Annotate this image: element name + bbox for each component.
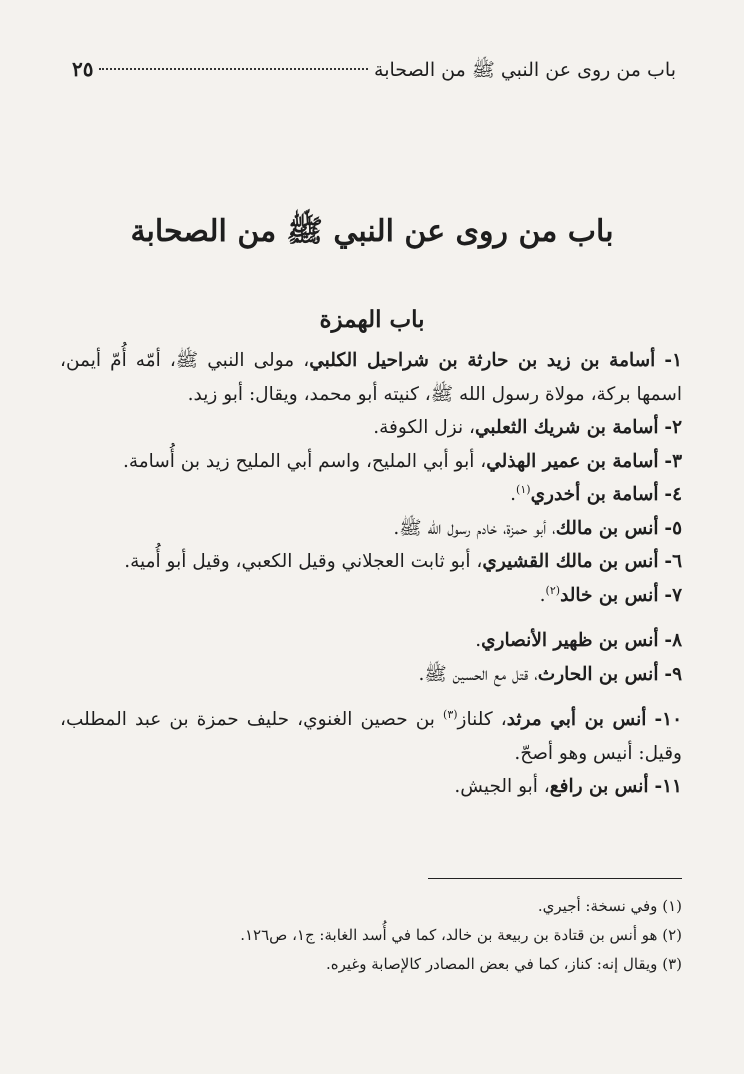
footnote-ref: (٢)	[545, 583, 561, 597]
entry-name: أنس بن خالد	[560, 584, 659, 606]
footnote	[60, 921, 682, 950]
entry-number: ٨-	[664, 630, 682, 651]
page-number: ٢٥	[72, 57, 94, 81]
entry-text: ، أبو أبي المليح، واسم أبي المليح زيد بن أُسامة.	[122, 450, 487, 472]
footnote-text: هو أنس بن قتادة بن ربيعة بن خالد، كما في أُسد الغابة: ج١، ص١٢٦.	[240, 926, 658, 944]
running-header	[72, 56, 676, 83]
footnote-ref: (٣)	[443, 707, 458, 721]
entry	[60, 512, 682, 546]
entry-number: ٦-	[664, 551, 682, 572]
entry	[60, 703, 682, 770]
entry-name: أنس بن رافع	[549, 776, 649, 797]
entry	[60, 658, 682, 692]
entry-number: ٣-	[664, 450, 682, 472]
footnotes	[60, 892, 682, 979]
entry-number: ١٠-	[654, 709, 683, 730]
footnote-marker: (٣)	[662, 955, 682, 973]
entry	[60, 545, 682, 579]
entry-number: ٩-	[664, 663, 682, 685]
footnote-text: وفي نسخة: أجيري.	[537, 897, 658, 915]
footnote	[60, 892, 682, 921]
entry-text: ، أبو ثابت العجلاني وقيل الكعبي، وقيل أبو أُمية.	[124, 551, 483, 572]
entry-name: أنس بن الحارث	[537, 663, 659, 685]
dotted-leader	[99, 68, 368, 70]
entry-number: ٤-	[664, 484, 682, 505]
entry-number: ١-	[664, 350, 682, 371]
entry-number: ٧-	[664, 584, 682, 606]
footnote	[60, 950, 682, 979]
footnote-marker: (١)	[662, 897, 682, 915]
entry-text: ، نزل الكوفة.	[373, 417, 475, 438]
entries-list	[60, 344, 682, 804]
footnote-text: ويقال إنه: كناز، كما في بعض المصادر كالإصابة وغيره.	[325, 955, 658, 973]
entry-number: ٥-	[664, 517, 682, 539]
entry-name: أنس بن مالك القشيري	[482, 551, 659, 572]
entry	[60, 478, 682, 512]
chapter-title: باب من روى عن النبي ﷺ من الصحابة	[130, 214, 614, 249]
section-title: باب الهمزة	[319, 306, 425, 333]
footnote-divider	[428, 878, 682, 879]
entry	[60, 344, 682, 411]
entry-name: أنس بن مالك	[555, 517, 659, 539]
entry-text: ، قتل مع الحسين ﷺ.	[418, 663, 538, 685]
entry-text: ، أبو حمزة، خادم رسول الله ﷺ.	[393, 517, 556, 539]
entry-text: ، كلناز	[457, 709, 507, 730]
entry-name: أنس بن ظهير الأنصاري	[481, 630, 659, 651]
entry-text: ، مولى النبي ﷺ، أمّه أُمّ أيمن، اسمها بركة، مولاة رسول الله ﷺ، كنيته أبو محمد، ويقال: أبو زيد.	[60, 350, 682, 405]
entry	[60, 411, 682, 445]
entry-text: ، أبو الجيش.	[454, 776, 550, 797]
entry-number: ٢-	[664, 417, 682, 438]
entry-name: أنس بن أبي مرثد	[506, 709, 647, 730]
entry-text: .	[539, 584, 546, 606]
footnote-marker: (٢)	[662, 926, 682, 944]
entry-name: أسامة بن شريك الثعلبي	[474, 417, 659, 438]
entry-text: .	[510, 484, 517, 505]
entry	[60, 770, 682, 804]
entry	[60, 624, 682, 658]
entry	[60, 579, 682, 613]
entry-text: بن حصين الغنوي، حليف حمزة بن عبد المطلب، وقيل: أنيس وهو أصحّ.	[60, 709, 682, 764]
footnote-ref: (١)	[516, 482, 531, 496]
entry-number: ١١-	[654, 776, 682, 797]
entry-name: أسامة بن أخدري	[530, 484, 659, 505]
entry-text: .	[475, 630, 482, 651]
entry-name: أسامة بن زيد بن حارثة بن شراحيل الكلبي	[309, 350, 656, 371]
entry-name: أسامة بن عمير الهذلي	[486, 450, 659, 472]
running-title: باب من روى عن النبي ﷺ من الصحابة	[374, 59, 676, 81]
entry	[60, 445, 682, 479]
